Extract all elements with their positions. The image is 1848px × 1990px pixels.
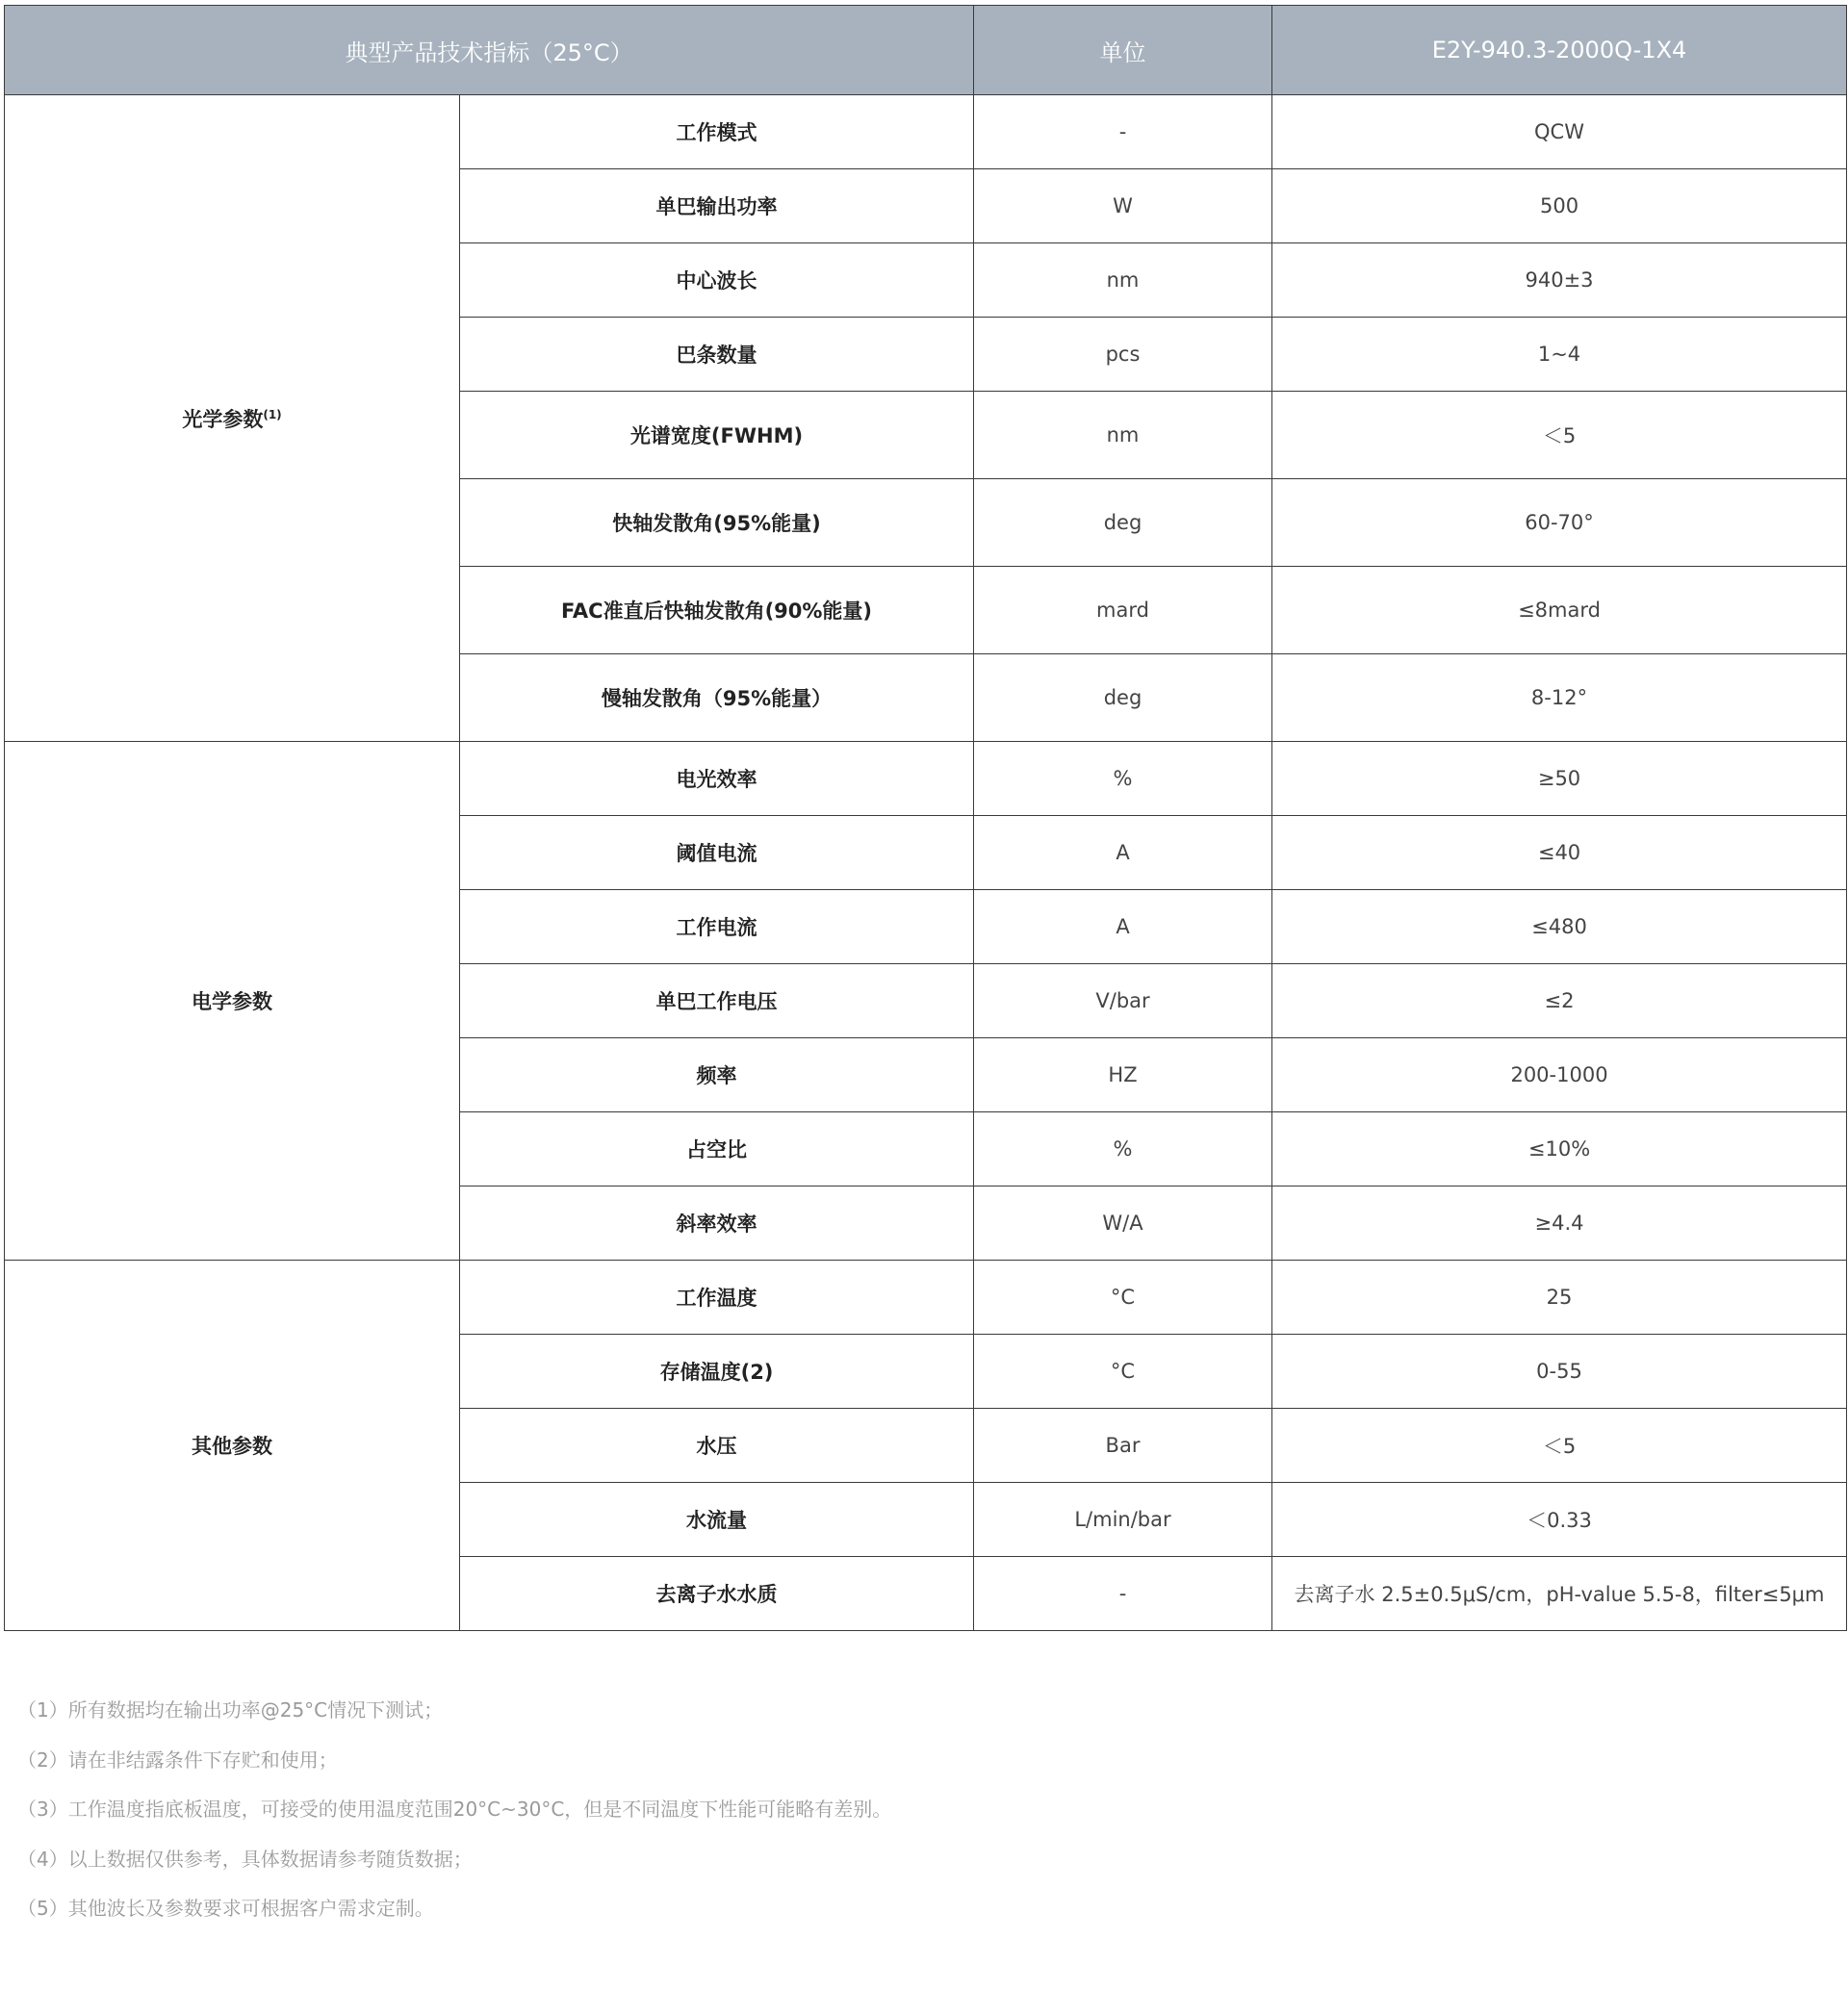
param-cell: 斜率效率	[460, 1186, 974, 1261]
group-name	[5, 742, 460, 1261]
unit-cell: -	[974, 1557, 1272, 1631]
unit-cell: %	[974, 1112, 1272, 1186]
param-cell: FAC准直后快轴发散角(90%能量)	[460, 567, 974, 654]
table-row	[5, 1261, 1847, 1335]
param-cell: 光谱宽度(FWHM)	[460, 392, 974, 479]
footnotes	[17, 1686, 1827, 1934]
footnote-5: （5）其他波长及参数要求可根据客户需求定制。	[17, 1897, 434, 1920]
group-footnote-ref: (1)	[263, 407, 282, 421]
param-cell: 工作电流	[460, 890, 974, 964]
value-cell: ≤2	[1272, 964, 1847, 1038]
unit-cell: %	[974, 742, 1272, 816]
group-label: 电学参数	[192, 990, 272, 1013]
param-cell: 去离子水水质	[460, 1557, 974, 1631]
value-cell: 0-55	[1272, 1335, 1847, 1409]
value-cell: ≤40	[1272, 816, 1847, 890]
value-cell: ≥4.4	[1272, 1186, 1847, 1261]
value-cell: 1~4	[1272, 318, 1847, 392]
unit-cell: -	[974, 95, 1272, 169]
header-model: E2Y-940.3-2000Q-1X4	[1272, 6, 1847, 95]
spec-table	[4, 5, 1847, 1631]
table-row	[5, 95, 1847, 169]
param-cell: 工作温度	[460, 1261, 974, 1335]
value-cell: 940±3	[1272, 243, 1847, 318]
value-cell: 25	[1272, 1261, 1847, 1335]
group-name	[5, 1261, 460, 1631]
table-row	[5, 742, 1847, 816]
param-cell: 单巴工作电压	[460, 964, 974, 1038]
group-label: 光学参数	[182, 407, 264, 431]
group-label: 其他参数	[192, 1435, 272, 1458]
param-cell: 水压	[460, 1409, 974, 1483]
value-cell: ＜5	[1272, 1409, 1847, 1483]
footnote-1: （1）所有数据均在输出功率@25°C情况下测试；	[17, 1698, 444, 1722]
value-cell: ≤10%	[1272, 1112, 1847, 1186]
value-cell: QCW	[1272, 95, 1847, 169]
spec-body	[5, 95, 1847, 1631]
group-name	[5, 95, 460, 742]
unit-cell: mard	[974, 567, 1272, 654]
unit-cell: nm	[974, 392, 1272, 479]
param-cell: 中心波长	[460, 243, 974, 318]
unit-cell: A	[974, 890, 1272, 964]
param-cell: 存储温度(2)	[460, 1335, 974, 1409]
unit-cell: W/A	[974, 1186, 1272, 1261]
value-cell: ≥50	[1272, 742, 1847, 816]
param-cell: 巴条数量	[460, 318, 974, 392]
param-cell: 快轴发散角(95%能量)	[460, 479, 974, 567]
value-cell: 60-70°	[1272, 479, 1847, 567]
unit-cell: L/min/bar	[974, 1483, 1272, 1557]
header-param: 典型产品技术指标（25°C）	[5, 6, 974, 95]
param-cell: 水流量	[460, 1483, 974, 1557]
unit-cell: deg	[974, 479, 1272, 567]
value-cell: 8-12°	[1272, 654, 1847, 742]
value-cell: 200-1000	[1272, 1038, 1847, 1112]
value-cell: ≤480	[1272, 890, 1847, 964]
header-unit: 单位	[974, 6, 1272, 95]
footnote-2: （2）请在非结露条件下存贮和使用；	[17, 1748, 338, 1772]
param-cell: 单巴输出功率	[460, 169, 974, 243]
header-row	[5, 6, 1847, 95]
footnote-4: （4）以上数据仅供参考，具体数据请参考随货数据；	[17, 1847, 473, 1871]
unit-cell: nm	[974, 243, 1272, 318]
unit-cell: V/bar	[974, 964, 1272, 1038]
param-cell: 电光效率	[460, 742, 974, 816]
unit-cell: Bar	[974, 1409, 1272, 1483]
value-cell: 去离子水 2.5±0.5μS/cm，pH-value 5.5-8，filter≤5μm	[1272, 1557, 1847, 1631]
unit-cell: °C	[974, 1261, 1272, 1335]
unit-cell: W	[974, 169, 1272, 243]
unit-cell: deg	[974, 654, 1272, 742]
unit-cell: A	[974, 816, 1272, 890]
param-cell: 阈值电流	[460, 816, 974, 890]
param-cell: 频率	[460, 1038, 974, 1112]
unit-cell: pcs	[974, 318, 1272, 392]
footnote-3: （3）工作温度指底板温度，可接受的使用温度范围20°C~30°C，但是不同温度下性能可能略有差别。	[17, 1798, 892, 1821]
unit-cell: °C	[974, 1335, 1272, 1409]
param-cell: 工作模式	[460, 95, 974, 169]
unit-cell: HZ	[974, 1038, 1272, 1112]
value-cell: ＜0.33	[1272, 1483, 1847, 1557]
param-cell: 占空比	[460, 1112, 974, 1186]
value-cell: ＜5	[1272, 392, 1847, 479]
param-cell: 慢轴发散角（95%能量）	[460, 654, 974, 742]
value-cell: 500	[1272, 169, 1847, 243]
value-cell: ≤8mard	[1272, 567, 1847, 654]
